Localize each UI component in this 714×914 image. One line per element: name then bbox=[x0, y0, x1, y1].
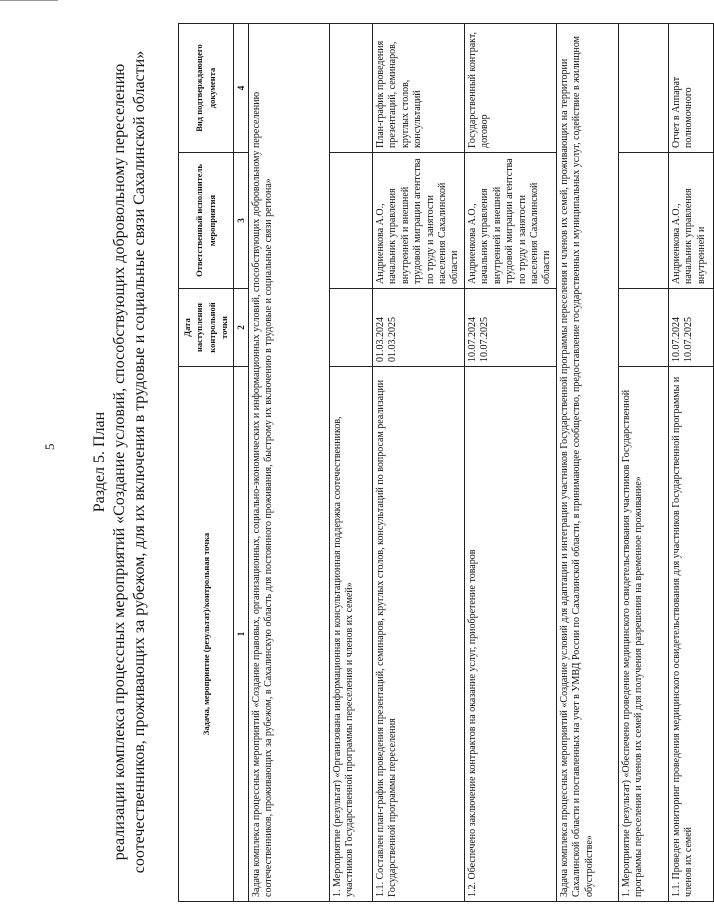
executor-cell: Андриенкова А.О., начальник управления внутренней и внешней трудовой миграции агентства по труду и занятости населения Сахалинской области bbox=[464, 153, 556, 289]
measure-cell: 1. Мероприятие (результат) «Обеспечено проведение медицинского освидетельствования участников Государственной программы переселения и членов их семей для получения разрешения на временное проживание» bbox=[618, 367, 668, 902]
rotated-page-content bbox=[90, 22, 707, 902]
table-row bbox=[668, 24, 713, 902]
control-point-cell: 1.1. Проведен мониторинг проведения медицинского освидетельствования для участников Государственной программы и членов их семей bbox=[668, 367, 713, 902]
executor-cell: Андриенкова А.О., начальник управления внутренней и внешней трудовой миграции агентства по труду и занятости населения Сахалинской области bbox=[373, 153, 465, 289]
control-point-cell: 1.2. Обеспечено заключение контрактов на оказание услуг, приобретение товаров bbox=[464, 367, 556, 902]
scan-edge-line bbox=[0, 0, 58, 1]
table-row bbox=[373, 24, 465, 902]
date-cell: 10.07.2024 10.07.2025 bbox=[668, 289, 713, 367]
date-cell bbox=[618, 289, 668, 367]
executor-cell: Андриенкова А.О., начальник управления внутренней и bbox=[668, 153, 713, 289]
document-cell: Государственный контракт, договор bbox=[464, 24, 556, 153]
task-cell: Задача комплекса процессных мероприятий «Создание условий для адаптации и интеграции участников Государственной программы переселения и членов их семей, проживающих на территории Сахалинской области и поставленных на учет в УМВД России по Сахалинской области, в принимающее сообщество, предоставление государственных и муниципальных услуг, содействие в жилищном обустройстве» bbox=[556, 24, 618, 902]
document-cell: План-график проведения презентаций, семинаров, круглых столов, консультаций bbox=[373, 24, 465, 153]
page-number: 5 bbox=[42, 443, 57, 450]
task-cell: Задача комплекса процессных мероприятий «Создание правовых, организационных, социально-экономических и информационных условий, способствующих добровольному переселению соотечественников, проживающих за рубежом, в Сахалинскую область для постоянного проживания, быстрому их включению в трудовые и социальные связи региона» bbox=[249, 24, 330, 902]
date-cell: 10.07.2024 10.07.2025 bbox=[464, 289, 556, 367]
date-cell bbox=[330, 289, 373, 367]
control-point-cell: 1.1. Составлен план-график проведения презентаций, семинаров, круглых столов, консультаций по вопросам реализации Государственной программы переселения bbox=[373, 367, 465, 902]
section-title: Раздел 5. План bbox=[91, 411, 108, 513]
document-cell: Отчет в Аппарат полномочного bbox=[668, 24, 713, 153]
table-header-row bbox=[179, 24, 234, 902]
column-number: 1 bbox=[233, 367, 248, 902]
document-cell bbox=[330, 24, 373, 153]
column-number: 2 bbox=[233, 289, 248, 367]
executor-cell bbox=[330, 153, 373, 289]
column-number: 3 bbox=[233, 153, 248, 289]
plan-title-line-1: реализации комплекса процессных мероприятий «Создание условий, способствующих добровольному переселению bbox=[111, 63, 128, 861]
column-number: 4 bbox=[233, 24, 248, 153]
date-cell: 01.03.2024 01.03.2025 bbox=[373, 289, 465, 367]
plan-table bbox=[178, 23, 714, 902]
table-row bbox=[618, 24, 668, 902]
table-row bbox=[330, 24, 373, 902]
document-cell bbox=[618, 24, 668, 153]
header-date: Дата наступления контрольной точки bbox=[179, 289, 234, 367]
table-row bbox=[556, 24, 618, 902]
table-row bbox=[464, 24, 556, 902]
table-row bbox=[249, 24, 330, 902]
header-executor: Ответственный исполнитель мероприятия bbox=[179, 153, 234, 289]
column-number-row bbox=[233, 24, 248, 902]
header-document: Вид подтверждающего документа bbox=[179, 24, 234, 153]
header-task: Задача, мероприятие (результат)/контрольная точка bbox=[179, 367, 234, 902]
executor-cell bbox=[618, 153, 668, 289]
section-heading bbox=[90, 22, 178, 902]
measure-cell: 1. Мероприятие (результат) «Организована информационная и консультационная поддержка соотечественников, участников Государственной программы переселения и членов их семей» bbox=[330, 367, 373, 902]
plan-title-line-2: соотечественников, проживающих за рубежом, для их включения в трудовые и социальные связи Сахалинской области» bbox=[131, 50, 148, 874]
